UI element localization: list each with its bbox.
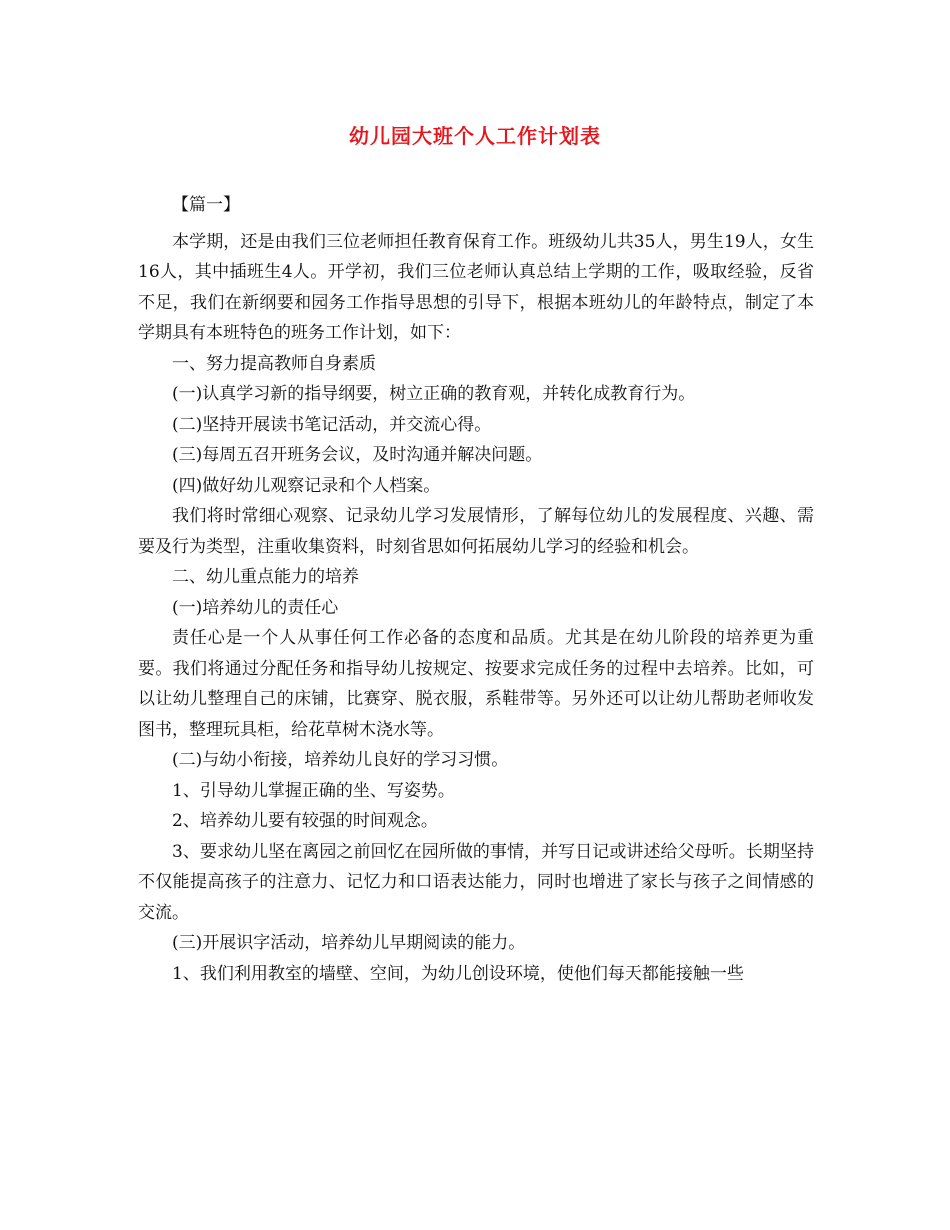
subsection-heading: (一)培养幼儿的责任心 — [172, 597, 339, 618]
list-item: 2、培养幼儿要有较强的时间观念。 — [172, 811, 438, 831]
body-paragraph: 我们将时常细心观察、记录幼儿学习发展情形，了解每位幼儿的发展程度、兴趣、需要及行为类型，注重收集资料，时刻省思如何拓展幼儿学习的经验和机会。 — [138, 506, 814, 557]
subsection-heading: (三)开展识字活动，培养幼儿早期阅读的能力。 — [172, 933, 526, 953]
list-item: 1、引导幼儿掌握正确的坐、写姿势。 — [172, 780, 455, 801]
list-item: (一)认真学习新的指导纲要，树立正确的教育观，并转化成教育行为。 — [172, 384, 696, 404]
section-heading: 一、努力提高教师自身素质 — [172, 353, 376, 374]
list-item: (二)坚持开展读书笔记活动，并交流心得。 — [172, 414, 492, 435]
body-paragraph: 责任心是一个人从事任何工作必备的态度和品质。尤其是在幼儿阶段的培养更为重要。我们将通过分配任务和指导幼儿按规定、按要求完成任务的过程中去培养。比如，可以让幼儿整理自己的床铺，比赛穿、脱衣服，系鞋带等。另外还可以让幼儿帮助老师收发图书，整理玩具柜，给花草树木浇水等。 — [138, 628, 814, 740]
document-body — [138, 190, 814, 989]
intro-paragraph: 本学期，还是由我们三位老师担任教育保育工作。班级幼儿共35人，男生19人，女生16人，其中插班生4人。开学初，我们三位老师认真总结上学期的工作，吸取经验，反省不足，我们在新纲要和园务工作指导思想的引导下，根据本班幼儿的年龄特点，制定了本学期具有本班特色的班务工作计划，如下： — [138, 231, 814, 343]
list-item: 3、要求幼儿坚在离园之前回忆在园所做的事情，并写日记或讲述给父母听。长期坚持不仅能提高孩子的注意力、记忆力和口语表达能力，同时也增进了家长与孩子之间情感的交流。 — [138, 841, 814, 923]
section-label: 【篇一】 — [172, 195, 240, 215]
list-item: (四)做好幼儿观察记录和个人档案。 — [172, 475, 441, 496]
section-heading: 二、幼儿重点能力的培养 — [172, 567, 359, 587]
list-item: 1、我们利用教室的墙壁、空间，为幼儿创设环境，使他们每天都能接触一些 — [172, 963, 744, 984]
subsection-heading: (二)与幼小衔接，培养幼儿良好的学习习惯。 — [172, 750, 509, 770]
document-title: 幼儿园大班个人工作计划表 — [349, 124, 601, 148]
list-item: (三)每周五召开班务会议，及时沟通并解决问题。 — [172, 445, 543, 465]
